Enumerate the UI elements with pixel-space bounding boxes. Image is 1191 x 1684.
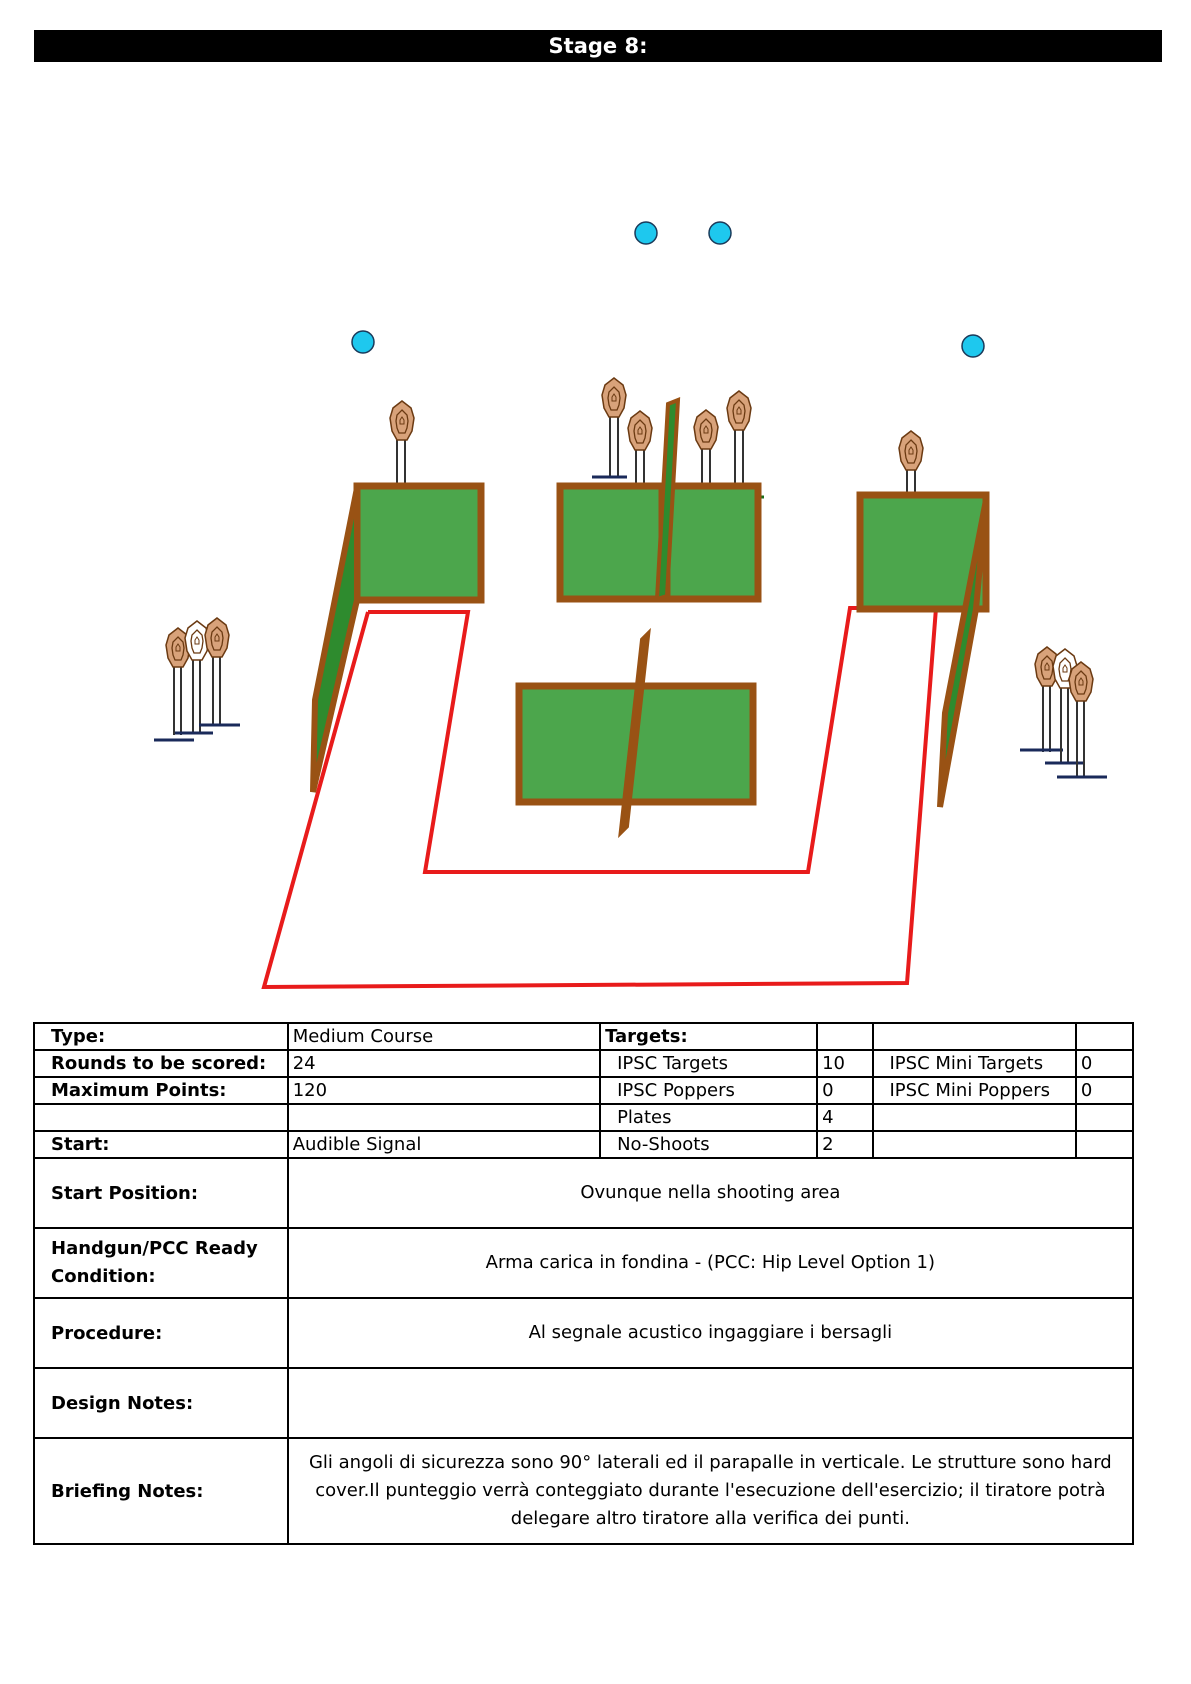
- ipsc-target-icon: [592, 378, 627, 478]
- barricade-back-center-left: [560, 486, 662, 599]
- steel-plate-icon: [962, 335, 984, 357]
- steel-plate-icon: [635, 222, 657, 244]
- steel-plate-icon: [709, 222, 731, 244]
- mini-poppers-value: 0: [1076, 1077, 1133, 1104]
- ipsc-target-icon: [199, 618, 240, 725]
- side-wall-left: [313, 488, 357, 792]
- max-points-value: 120: [288, 1077, 600, 1104]
- steel-plate-icon: [352, 331, 374, 353]
- no-shoots-value: 2: [817, 1131, 872, 1158]
- targets-header: Targets:: [600, 1023, 817, 1050]
- procedure-value: Al segnale acustico ingaggiare i bersagli: [288, 1298, 1133, 1368]
- mini-poppers-label: IPSC Mini Poppers: [873, 1077, 1076, 1104]
- design-notes-value: [288, 1368, 1133, 1438]
- ipsc-poppers-label: IPSC Poppers: [600, 1077, 817, 1104]
- ipsc-targets-value: 10: [817, 1050, 872, 1077]
- no-shoots-label: No-Shoots: [600, 1131, 817, 1158]
- barricade-back-left: [357, 486, 481, 600]
- type-value: Medium Course: [288, 1023, 600, 1050]
- plates-value: 4: [817, 1104, 872, 1131]
- max-points-label: Maximum Points:: [34, 1077, 288, 1104]
- start-label: Start:: [34, 1131, 288, 1158]
- start-position-value: Ovunque nella shooting area: [288, 1158, 1133, 1228]
- design-notes-label: Design Notes:: [34, 1368, 288, 1438]
- stage-info-table: [33, 1022, 1134, 1545]
- stage-title: Stage 8:: [34, 30, 1162, 62]
- briefing-notes-value: Gli angoli di sicurezza sono 90° laterali ed il parapalle in verticale. Le strutture sono hard cover.Il punteggio verrà conteggiato durante l'esecuzione dell'esercizio; il tiratore potrà delegare altro tiratore alla verifica dei punti.: [288, 1438, 1133, 1544]
- ready-condition-value: Arma carica in fondina - (PCC: Hip Level Option 1): [288, 1228, 1133, 1298]
- briefing-notes-label: Briefing Notes:: [34, 1438, 288, 1544]
- rounds-value: 24: [288, 1050, 600, 1077]
- ipsc-poppers-value: 0: [817, 1077, 872, 1104]
- right-target-group: [1020, 647, 1107, 777]
- procedure-label: Procedure:: [34, 1298, 288, 1368]
- plates-label: Plates: [600, 1104, 817, 1131]
- start-value: Audible Signal: [288, 1131, 600, 1158]
- mini-targets-label: IPSC Mini Targets: [873, 1050, 1076, 1077]
- rounds-label: Rounds to be scored:: [34, 1050, 288, 1077]
- left-target-group: [154, 618, 240, 740]
- mini-targets-value: 0: [1076, 1050, 1133, 1077]
- type-label: Type:: [34, 1023, 288, 1050]
- ipsc-targets-label: IPSC Targets: [600, 1050, 817, 1077]
- start-position-label: Start Position:: [34, 1158, 288, 1228]
- ready-condition-label: Handgun/PCC Ready Condition:: [34, 1228, 288, 1298]
- barricade-back-center-right: [667, 486, 758, 599]
